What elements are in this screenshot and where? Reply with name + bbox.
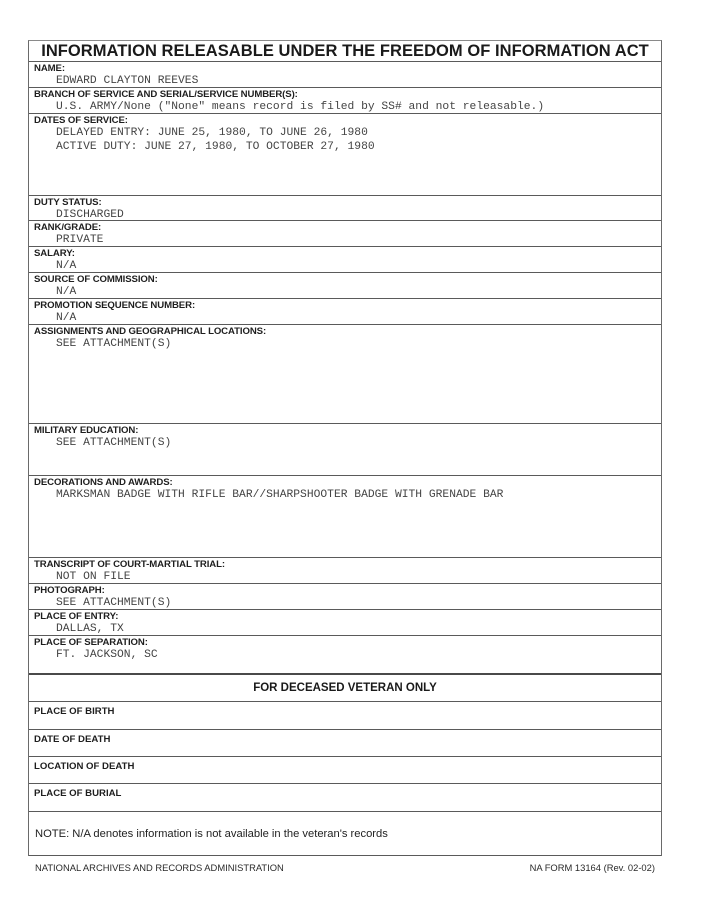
field-assignments xyxy=(29,325,661,424)
field-branch-service-number xyxy=(29,88,661,114)
footer-form-number: NA FORM 13164 (Rev. 02-02) xyxy=(529,862,655,873)
field-label: TRANSCRIPT OF COURT-MARTIAL TRIAL: xyxy=(34,559,225,570)
note-row xyxy=(29,812,661,856)
field-label: PLACE OF SEPARATION: xyxy=(34,637,148,648)
field-label: ASSIGNMENTS AND GEOGRAPHICAL LOCATIONS: xyxy=(34,326,267,337)
field-promotion-sequence-number xyxy=(29,299,661,325)
form-title: INFORMATION RELEASABLE UNDER THE FREEDOM OF INFORMATION ACT xyxy=(29,41,661,62)
field-label: PLACE OF ENTRY: xyxy=(34,611,119,622)
field-value: N/A xyxy=(56,260,77,272)
field-value: SEE ATTACHMENT(S) xyxy=(56,437,172,449)
field-source-of-commission xyxy=(29,273,661,299)
field-value: N/A xyxy=(56,312,77,324)
field-value: PRIVATE xyxy=(56,234,104,246)
footer-agency: NATIONAL ARCHIVES AND RECORDS ADMINISTRATION xyxy=(35,862,284,873)
field-date-of-death xyxy=(29,730,661,757)
field-value: U.S. ARMY/None ("None" means record is filed by SS# and not releasable.) xyxy=(56,101,545,113)
field-label: SOURCE OF COMMISSION: xyxy=(34,274,158,285)
field-label: DUTY STATUS: xyxy=(34,197,102,208)
field-value: NOT ON FILE xyxy=(56,571,131,583)
field-court-martial-transcript xyxy=(29,558,661,584)
field-value: N/A xyxy=(56,286,77,298)
field-location-of-death xyxy=(29,757,661,784)
field-label: PLACE OF BURIAL xyxy=(34,788,122,799)
field-label: NAME: xyxy=(34,63,65,74)
field-label: LOCATION OF DEATH xyxy=(34,761,135,772)
field-value-delayed-entry: DELAYED ENTRY: JUNE 25, 1980, TO JUNE 26, 1980 xyxy=(56,127,368,139)
field-label: DATE OF DEATH xyxy=(34,734,111,745)
field-value: EDWARD CLAYTON REEVES xyxy=(56,75,199,87)
field-label: DATES OF SERVICE: xyxy=(34,115,128,126)
field-label: PHOTOGRAPH: xyxy=(34,585,105,596)
field-military-education xyxy=(29,424,661,476)
field-label: DECORATIONS AND AWARDS: xyxy=(34,477,173,488)
field-dates-of-service xyxy=(29,114,661,196)
field-value: FT. JACKSON, SC xyxy=(56,649,158,661)
note-text: NOTE: N/A denotes information is not available in the veteran's records xyxy=(35,828,388,840)
field-label: MILITARY EDUCATION: xyxy=(34,425,139,436)
field-label: PLACE OF BIRTH xyxy=(34,706,115,717)
foia-form xyxy=(28,40,662,856)
field-label: BRANCH OF SERVICE AND SERIAL/SERVICE NUMBER(S): xyxy=(34,89,298,100)
field-value: SEE ATTACHMENT(S) xyxy=(56,338,172,350)
field-duty-status xyxy=(29,196,661,221)
field-label: SALARY: xyxy=(34,248,75,259)
field-value: DALLAS, TX xyxy=(56,623,124,635)
field-place-of-separation xyxy=(29,636,661,675)
field-label: RANK/GRADE: xyxy=(34,222,102,233)
field-photograph xyxy=(29,584,661,610)
field-value: DISCHARGED xyxy=(56,209,124,221)
field-place-of-birth xyxy=(29,702,661,730)
field-value: MARKSMAN BADGE WITH RIFLE BAR//SHARPSHOOTER BADGE WITH GRENADE BAR xyxy=(56,489,504,501)
field-rank-grade xyxy=(29,221,661,247)
field-value: SEE ATTACHMENT(S) xyxy=(56,597,172,609)
field-label: PROMOTION SEQUENCE NUMBER: xyxy=(34,300,196,311)
field-salary xyxy=(29,247,661,273)
field-place-of-burial xyxy=(29,784,661,812)
field-value-active-duty: ACTIVE DUTY: JUNE 27, 1980, TO OCTOBER 27, 1980 xyxy=(56,141,375,153)
field-place-of-entry xyxy=(29,610,661,636)
field-decorations-awards xyxy=(29,476,661,558)
deceased-veteran-header: FOR DECEASED VETERAN ONLY xyxy=(29,675,661,702)
field-name xyxy=(29,62,661,88)
